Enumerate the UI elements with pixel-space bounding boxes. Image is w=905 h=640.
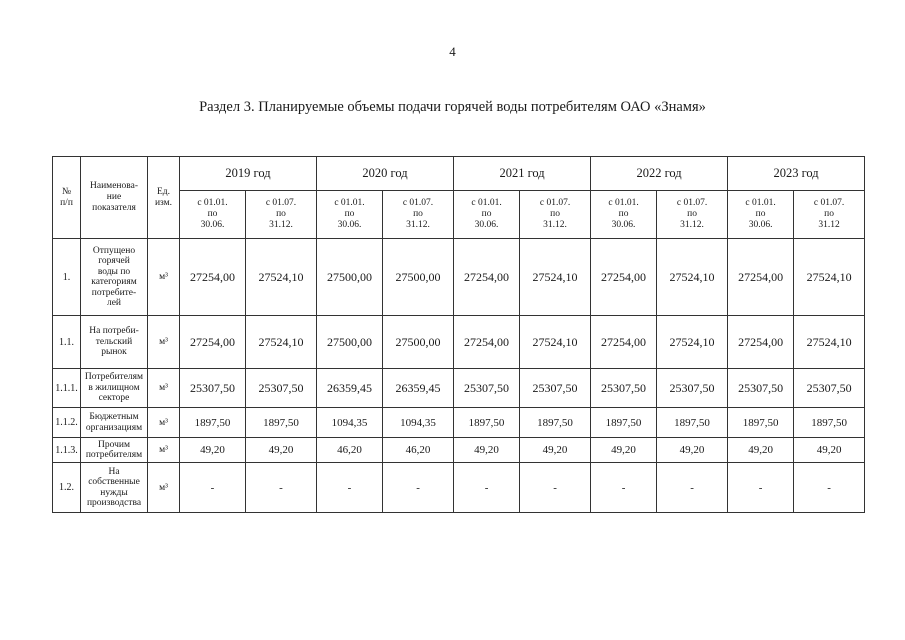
row-value: 1897,50: [794, 408, 865, 438]
row-value: 49,20: [728, 438, 794, 463]
row-value: 46,20: [317, 438, 383, 463]
row-value: 1094,35: [317, 408, 383, 438]
row-number: 1.1.3.: [53, 438, 81, 463]
row-value: -: [317, 463, 383, 513]
row-value: 27254,00: [180, 239, 246, 316]
row-value: 49,20: [246, 438, 317, 463]
row-indicator-name: Отпущено горячей воды по категориям потребите- лей: [81, 239, 148, 316]
section-title: Раздел 3. Планируемые объемы подачи горячей воды потребителям ОАО «Знамя»: [199, 99, 706, 115]
row-value: 27500,00: [317, 239, 383, 316]
row-value: 1897,50: [246, 408, 317, 438]
row-value: 1897,50: [520, 408, 591, 438]
header-year: 2020 год: [317, 157, 454, 191]
row-value: 27254,00: [180, 316, 246, 369]
row-value: 26359,45: [383, 369, 454, 408]
header-year: 2023 год: [728, 157, 865, 191]
row-unit: м³: [148, 408, 180, 438]
row-value: 25307,50: [728, 369, 794, 408]
row-value: 49,20: [520, 438, 591, 463]
row-value: 27524,10: [520, 316, 591, 369]
row-value: 49,20: [454, 438, 520, 463]
header-period: с 01.07. по 31.12: [794, 191, 865, 239]
row-value: 27500,00: [317, 316, 383, 369]
row-value: 27254,00: [591, 239, 657, 316]
row-unit: м³: [148, 463, 180, 513]
water-supply-table: [52, 156, 865, 513]
table-row: [53, 316, 865, 369]
row-value: 27254,00: [591, 316, 657, 369]
row-value: 25307,50: [454, 369, 520, 408]
table-row: [53, 369, 865, 408]
table-row: [53, 408, 865, 438]
row-value: 1897,50: [728, 408, 794, 438]
row-value: 27524,10: [246, 316, 317, 369]
page-number: 4: [449, 44, 456, 59]
row-number: 1.1.: [53, 316, 81, 369]
table-row: [53, 239, 865, 316]
row-value: 27524,10: [520, 239, 591, 316]
row-value: -: [454, 463, 520, 513]
row-value: 1897,50: [591, 408, 657, 438]
row-value: -: [794, 463, 865, 513]
row-value: 25307,50: [246, 369, 317, 408]
row-number: 1.2.: [53, 463, 81, 513]
row-value: 27524,10: [657, 239, 728, 316]
header-period: с 01.01. по 30.06.: [728, 191, 794, 239]
row-indicator-name: Бюджетным организациям: [81, 408, 148, 438]
row-number: 1.1.1.: [53, 369, 81, 408]
header-period: с 01.07. по 31.12.: [657, 191, 728, 239]
row-value: -: [520, 463, 591, 513]
table-row: [53, 438, 865, 463]
row-value: 25307,50: [520, 369, 591, 408]
header-period: с 01.01. по 30.06.: [591, 191, 657, 239]
header-unit: Ед. изм.: [148, 157, 180, 239]
header-num: № п/п: [53, 157, 81, 239]
header-year: 2021 год: [454, 157, 591, 191]
header-period: с 01.01. по 30.06.: [454, 191, 520, 239]
row-unit: м³: [148, 438, 180, 463]
row-unit: м³: [148, 316, 180, 369]
row-unit: м³: [148, 369, 180, 408]
row-unit: м³: [148, 239, 180, 316]
row-value: 27524,10: [657, 316, 728, 369]
row-value: 25307,50: [657, 369, 728, 408]
row-value: 27524,10: [794, 316, 865, 369]
header-row-years: [53, 157, 865, 191]
row-value: 25307,50: [591, 369, 657, 408]
row-indicator-name: На собственные нужды производства: [81, 463, 148, 513]
row-value: 27524,10: [794, 239, 865, 316]
row-number: 1.: [53, 239, 81, 316]
header-period: с 01.07. по 31.12.: [383, 191, 454, 239]
row-indicator-name: Прочим потребителям: [81, 438, 148, 463]
row-value: 49,20: [180, 438, 246, 463]
row-value: 27254,00: [454, 239, 520, 316]
row-value: 27254,00: [728, 316, 794, 369]
row-indicator-name: На потреби- тельский рынок: [81, 316, 148, 369]
row-value: 49,20: [794, 438, 865, 463]
table-body: [53, 157, 865, 513]
row-value: -: [246, 463, 317, 513]
row-value: 27524,10: [246, 239, 317, 316]
row-value: -: [728, 463, 794, 513]
row-value: -: [591, 463, 657, 513]
row-value: 27254,00: [454, 316, 520, 369]
row-indicator-name: Потребителям в жилищном секторе: [81, 369, 148, 408]
row-number: 1.1.2.: [53, 408, 81, 438]
row-value: -: [180, 463, 246, 513]
header-period: с 01.01. по 30.06.: [317, 191, 383, 239]
row-value: 49,20: [657, 438, 728, 463]
header-year: 2019 год: [180, 157, 317, 191]
header-period: с 01.01. по 30.06.: [180, 191, 246, 239]
row-value: -: [383, 463, 454, 513]
row-value: 46,20: [383, 438, 454, 463]
row-value: 1094,35: [383, 408, 454, 438]
row-value: -: [657, 463, 728, 513]
row-value: 27500,00: [383, 239, 454, 316]
row-value: 25307,50: [794, 369, 865, 408]
row-value: 27500,00: [383, 316, 454, 369]
row-value: 27254,00: [728, 239, 794, 316]
row-value: 1897,50: [180, 408, 246, 438]
row-value: 1897,50: [657, 408, 728, 438]
header-name: Наименова- ние показателя: [81, 157, 148, 239]
row-value: 1897,50: [454, 408, 520, 438]
row-value: 49,20: [591, 438, 657, 463]
row-value: 26359,45: [317, 369, 383, 408]
header-year: 2022 год: [591, 157, 728, 191]
header-period: с 01.07. по 31.12.: [520, 191, 591, 239]
row-value: 25307,50: [180, 369, 246, 408]
header-period: с 01.07. по 31.12.: [246, 191, 317, 239]
table-row: [53, 463, 865, 513]
